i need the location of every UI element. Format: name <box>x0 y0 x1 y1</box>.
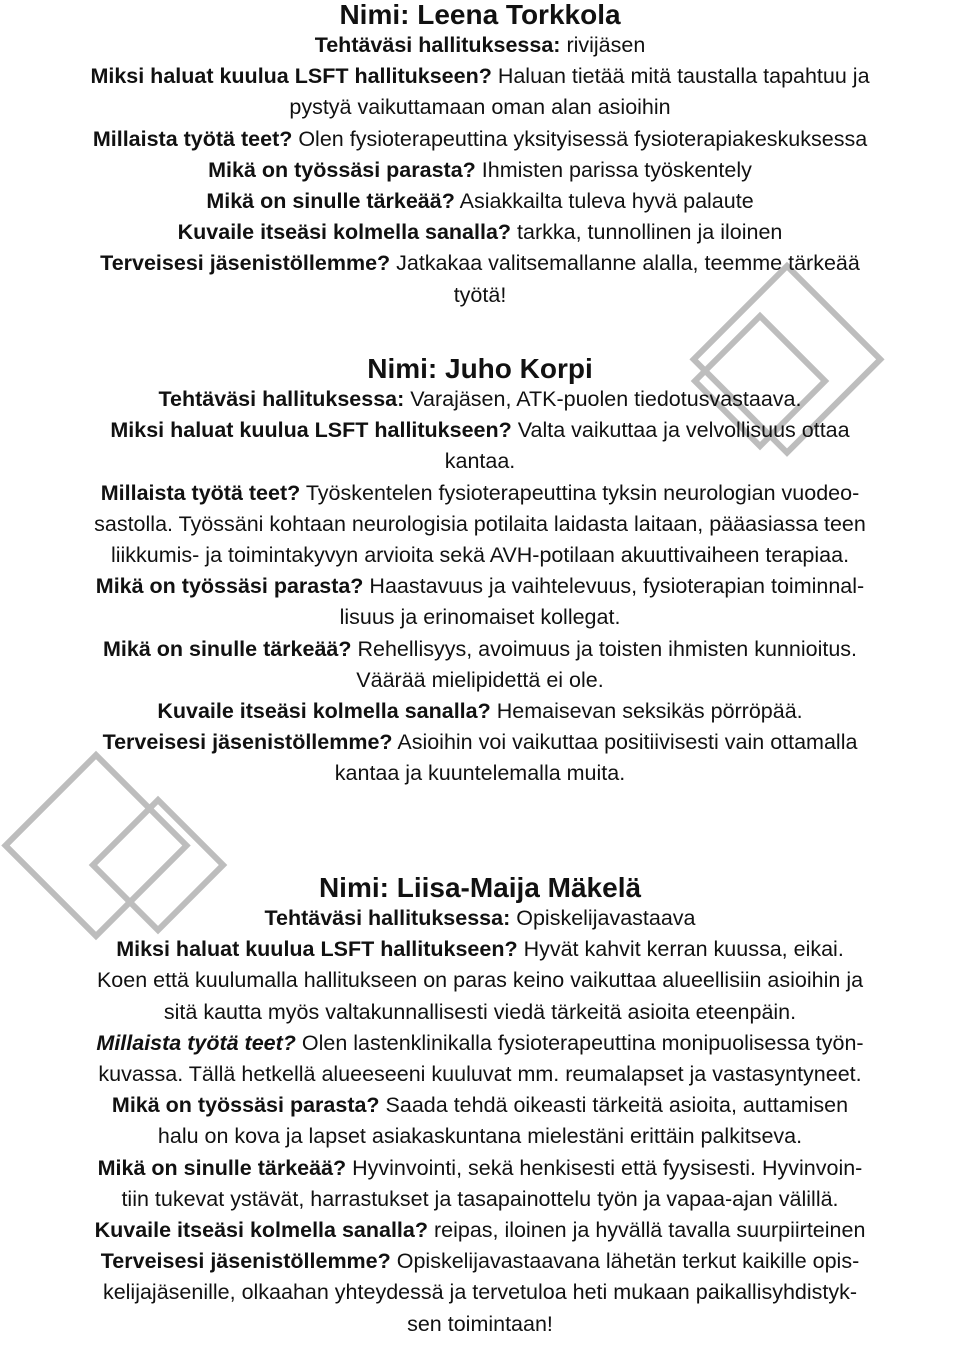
greet-row <box>6 248 954 279</box>
work-answer: Työskentelen fysioterapeuttina tyksin neurologian vuodeo- <box>300 480 860 505</box>
why-answer: Valta vaikuttaa ja velvollisuus ottaa <box>511 418 850 443</box>
best-question: Mikä on työssäsi parasta? <box>208 157 476 182</box>
best-row <box>6 571 954 602</box>
important-row <box>6 1153 954 1184</box>
work-question: Millaista työtä teet? <box>96 1030 296 1055</box>
why-answer-cont: kantaa. <box>444 449 516 474</box>
greet-question: Terveisesi jäsenistöllemme? <box>102 730 393 755</box>
role-question: Tehtäväsi hallituksessa: <box>264 906 511 930</box>
work-answer: Olen lastenklinikalla fysioterapeuttina monipuolisessa työn- <box>295 1030 864 1055</box>
important-answer: Rehellisyys, avoimuus ja toisten ihmisten kunnioitus. <box>351 636 857 661</box>
role-answer: Opiskelijavastaava <box>510 906 696 930</box>
why-answer-cont: sitä kautta myös valtakunnallisesti viedä tärkeitä asioita eteenpäin. <box>163 999 797 1024</box>
important-question: Mikä on sinulle tärkeää? <box>97 1155 347 1180</box>
profile-liisa-maija-makela <box>6 873 954 1340</box>
best-question: Mikä on työssäsi parasta? <box>111 1093 380 1118</box>
greet-question: Terveisesi jäsenistöllemme? <box>100 1249 391 1274</box>
greet-question: Terveisesi jäsenistöllemme? <box>100 251 391 276</box>
words-answer: Hemaisevan seksikäs pörröpää. <box>490 699 803 724</box>
work-answer-cont: kuvassa. Tällä hetkellä alueeseeni kuuluvat mm. reumalapset ja vastasyntyneet. <box>98 1062 862 1087</box>
work-row <box>6 124 954 155</box>
profile-juho-korpi <box>6 354 954 790</box>
best-answer-cont: halu on kova ja lapset asiakaskuntana mielestäni erittäin palkitseva. <box>157 1124 803 1149</box>
profile-name-heading: Nimi: Juho Korpi <box>367 353 593 384</box>
why-answer-cont: pystyä vaikuttamaan oman alan asioihin <box>289 95 671 120</box>
work-question: Millaista työtä teet? <box>100 480 301 505</box>
greet-answer-cont: kelijajäsenille, olkaahan yhteydessä ja tervetuloa heti mukaan paikallisyhdistyk- <box>102 1280 858 1305</box>
role-answer: rivijäsen <box>560 33 646 57</box>
best-answer: Ihmisten parissa työskentely <box>475 157 752 182</box>
words-row <box>6 217 954 248</box>
words-question: Kuvaile itseäsi kolmella sanalla? <box>94 1218 428 1243</box>
best-answer-cont: lisuus ja erinomaiset kollegat. <box>339 605 621 630</box>
important-row <box>6 186 954 217</box>
work-question: Millaista työtä teet? <box>92 126 293 151</box>
work-row <box>6 1028 954 1059</box>
profile-name-heading: Nimi: Leena Torkkola <box>339 0 621 30</box>
important-answer-cont: Väärää mielipidettä ei ole. <box>356 667 604 692</box>
why-answer-cont: Koen että kuulumalla hallitukseen on paras keino vaikuttaa alueellisiin asioihin ja <box>96 968 864 993</box>
greet-answer-cont: kantaa ja kuuntelemalla muita. <box>334 761 626 786</box>
why-row <box>6 934 954 965</box>
best-answer: Haastavuus ja vaihtelevuus, fysioterapian toiminnal- <box>363 574 865 599</box>
greet-row <box>6 727 954 758</box>
profile-leena-torkkola <box>6 0 954 311</box>
profile-name-heading: Nimi: Liisa-Maija Mäkelä <box>318 872 642 903</box>
important-question: Mikä on sinulle tärkeää? <box>206 189 455 214</box>
role-question: Tehtäväsi hallituksessa: <box>314 33 561 57</box>
words-question: Kuvaile itseäsi kolmella sanalla? <box>157 699 491 724</box>
important-answer-cont: tiin tukevat ystävät, harrastukset ja tasapainottelu työn ja vapaa-ajan välillä. <box>121 1186 839 1211</box>
best-question: Mikä on työssäsi parasta? <box>95 574 364 599</box>
role-row <box>6 30 954 61</box>
why-answer: Hyvät kahvit kerran kuussa, eikai. <box>517 937 844 962</box>
work-row <box>6 478 954 509</box>
greet-answer-cont: työtä! <box>453 282 507 307</box>
greet-answer: Opiskelijavastaavana lähetän terkut kaikille opis- <box>390 1249 860 1274</box>
why-question: Miksi haluat kuulua LSFT hallitukseen? <box>110 418 512 443</box>
greet-answer: Asioihin voi vaikuttaa positiivisesti vain ottamalla <box>392 730 858 755</box>
work-answer: Olen fysioterapeuttina yksityisessä fysioterapiakeskuksessa <box>292 126 868 151</box>
role-question: Tehtäväsi hallituksessa: <box>158 387 405 411</box>
best-row <box>6 155 954 186</box>
role-row <box>6 384 954 415</box>
important-question: Mikä on sinulle tärkeää? <box>102 636 352 661</box>
important-row <box>6 634 954 665</box>
why-question: Miksi haluat kuulua LSFT hallitukseen? <box>90 64 492 89</box>
words-answer: tarkka, tunnollinen ja iloinen <box>511 220 783 245</box>
role-row <box>6 903 954 934</box>
greet-row <box>6 1246 954 1277</box>
words-question: Kuvaile itseäsi kolmella sanalla? <box>177 220 512 245</box>
best-answer: Saada tehdä oikeasti tärkeitä asioita, auttamisen <box>379 1093 849 1118</box>
greet-answer-cont: sen toimintaan! <box>407 1311 553 1336</box>
work-answer-cont: sastolla. Työssäni kohtaan neurologisia potilaita laidasta laitaan, pääasiassa teen <box>94 511 866 536</box>
words-row <box>6 696 954 727</box>
words-row <box>6 1215 954 1246</box>
why-question: Miksi haluat kuulua LSFT hallitukseen? <box>116 937 518 962</box>
words-answer: reipas, iloinen ja hyvällä tavalla suurpiirteinen <box>428 1218 866 1243</box>
best-row <box>6 1090 954 1121</box>
important-answer: Hyvinvointi, sekä henkisesti että fyysisesti. Hyvinvoin- <box>346 1155 863 1180</box>
greet-answer: Jatkakaa valitsemallanne alalla, teemme tärkeää <box>390 251 860 276</box>
why-row <box>6 415 954 446</box>
important-answer: Asiakkailta tuleva hyvä palaute <box>454 189 754 214</box>
work-answer-cont: liikkumis- ja toimintakyvyn arvioita sekä AVH-potilaan akuuttivaiheen terapiaa. <box>110 543 850 568</box>
role-answer: Varajäsen, ATK-puolen tiedotusvastaava. <box>404 387 802 411</box>
why-row <box>6 61 954 92</box>
why-answer: Haluan tietää mitä taustalla tapahtuu ja <box>491 64 870 89</box>
